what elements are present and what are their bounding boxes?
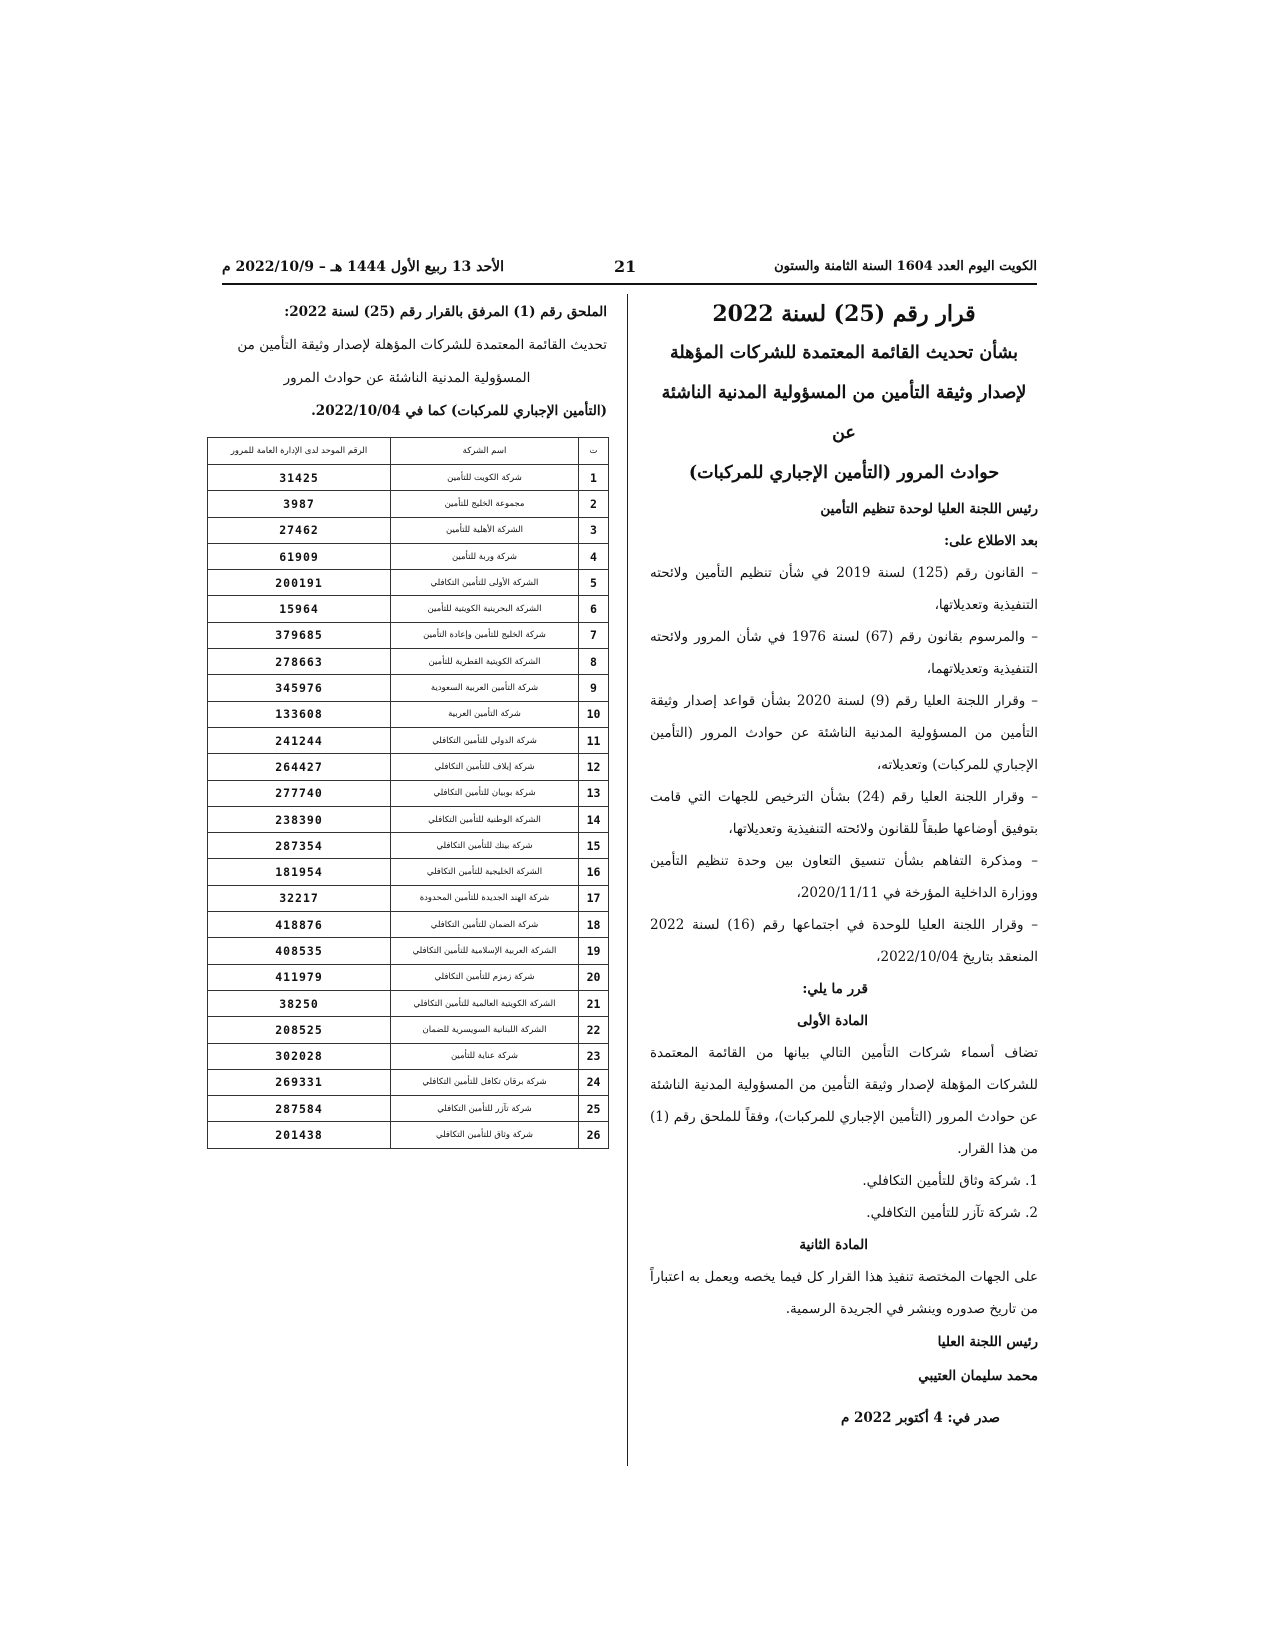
company-name: شركة بوبيان للتأمين التكافلي [391, 780, 579, 806]
row-index: 18 [579, 912, 609, 938]
after-review: بعد الاطلاع على: [944, 533, 1038, 549]
row-index: 10 [579, 701, 609, 727]
company-name: شركة عناية للتأمين [391, 1043, 579, 1069]
row-index: 5 [579, 570, 609, 596]
company-name: شركة التأمين العربية السعودية [391, 675, 579, 701]
reg-number: 61909 [208, 543, 391, 569]
table-row [208, 675, 609, 701]
company-name: الشركة الكويتية العالمية للتأمين التكافلي [391, 990, 579, 1016]
company-name: الشركة العربية الإسلامية للتأمين التكافلي [391, 938, 579, 964]
row-index: 16 [579, 859, 609, 885]
company-name: الشركة الأولى للتأمين التكافلي [391, 570, 579, 596]
row-index: 3 [579, 517, 609, 543]
preamble-item: – والمرسوم بقانون رقم (67) لسنة 1976 في شأن المرور ولائحته التنفيذية وتعديلاتهما، [650, 629, 1038, 677]
row-index: 24 [579, 1069, 609, 1095]
table-row [208, 543, 609, 569]
row-index: 23 [579, 1043, 609, 1069]
decision-title: قرار رقم (25) لسنة 2022 [712, 301, 976, 327]
table-row [208, 754, 609, 780]
table-body [208, 465, 609, 1149]
publication-info: الكويت اليوم العدد 1604 السنة الثامنة والستون [774, 259, 1037, 274]
table-row [208, 517, 609, 543]
row-index: 20 [579, 964, 609, 990]
col-header-index: ت [579, 438, 609, 465]
reg-number: 208525 [208, 1017, 391, 1043]
article-1-text: تضاف أسماء شركات التأمين التالي بيانها من القائمة المعتمدة للشركات المؤهلة لإصدار وثيقة التأمين من المسؤولية المدنية الناشئة عن حوادث المرور (التأمين الإجباري للمركبات)، وفقاً للملحق رقم (1) من هذا القرار. [650, 1045, 1038, 1157]
issue-date: الأحد 13 ربيع الأول 1444 هـ – 2022/10/9 م [222, 259, 505, 275]
company-name: الشركة البحرينية الكويتية للتأمين [391, 596, 579, 622]
company-name: شركة زمزم للتأمين التكافلي [391, 964, 579, 990]
table-row [208, 1122, 609, 1148]
company-name: الشركة الخليجية للتأمين التكافلي [391, 859, 579, 885]
row-index: 8 [579, 649, 609, 675]
annex-heading-line: تحديث القائمة المعتمدة للشركات المؤهلة لإصدار وثيقة التأمين من [237, 337, 607, 353]
reg-number: 133608 [208, 701, 391, 727]
row-index: 13 [579, 780, 609, 806]
reg-number: 32217 [208, 885, 391, 911]
table-row [208, 465, 609, 491]
reg-number: 241244 [208, 727, 391, 753]
table-row [208, 491, 609, 517]
row-index: 11 [579, 727, 609, 753]
company-name: شركة الكويت للتأمين [391, 465, 579, 491]
article-2-text: على الجهات المختصة تنفيذ هذا القرار كل فيما يخصه ويعمل به اعتباراً من تاريخ صدوره وينشر في الجريدة الرسمية. [650, 1269, 1038, 1317]
table-row [208, 938, 609, 964]
reg-number: 408535 [208, 938, 391, 964]
signatory-name: محمد سليمان العتيبي [918, 1368, 1038, 1384]
table-row [208, 990, 609, 1016]
row-index: 17 [579, 885, 609, 911]
reg-number: 15964 [208, 596, 391, 622]
header-rule [222, 283, 1037, 285]
annex-heading: الملحق رقم (1) المرفق بالقرار رقم (25) لسنة 2022: [284, 304, 607, 320]
row-index: 9 [579, 675, 609, 701]
company-name: شركة الضمان للتأمين التكافلي [391, 912, 579, 938]
company-name: شركة وربة للتأمين [391, 543, 579, 569]
company-name: شركة الخليج للتأمين وإعادة التأمين [391, 622, 579, 648]
company-name: شركة الدولي للتأمين التكافلي [391, 727, 579, 753]
company-name: شركة وثاق للتأمين التكافلي [391, 1122, 579, 1148]
reg-number: 287354 [208, 833, 391, 859]
reg-number: 277740 [208, 780, 391, 806]
table-row [208, 570, 609, 596]
signatory-title: رئيس اللجنة العليا [937, 1334, 1038, 1350]
reg-number: 27462 [208, 517, 391, 543]
row-index: 2 [579, 491, 609, 517]
row-index: 1 [579, 465, 609, 491]
table-row [208, 1017, 609, 1043]
company-name: الشركة اللبنانية السويسرية للضمان [391, 1017, 579, 1043]
reg-number: 269331 [208, 1069, 391, 1095]
reg-number: 264427 [208, 754, 391, 780]
reg-number: 411979 [208, 964, 391, 990]
reg-number: 287584 [208, 1096, 391, 1122]
company-name: شركة التأمين العربية [391, 701, 579, 727]
row-index: 6 [579, 596, 609, 622]
row-index: 25 [579, 1096, 609, 1122]
table-row [208, 701, 609, 727]
row-index: 26 [579, 1122, 609, 1148]
preamble-item: – وقرار اللجنة العليا رقم (24) بشأن الترخيص للجهات التي قامت بتوفيق أوضاعها طبقاً للقانون ولائحته التنفيذية وتعديلاتها، [650, 789, 1038, 837]
page-header [222, 253, 1037, 283]
table-row [208, 1096, 609, 1122]
col-header-reg-number: الرقم الموحد لدى الإدارة العامة للمرور [208, 438, 391, 465]
company-name: شركة تآزر للتأمين التكافلي [391, 1096, 579, 1122]
article-1-item: 2. شركة تآزر للتأمين التكافلي. [866, 1205, 1038, 1221]
table-row [208, 649, 609, 675]
reg-number: 418876 [208, 912, 391, 938]
col-header-company: اسم الشركة [391, 438, 579, 465]
decision-subject-line: حوادث المرور (التأمين الإجباري للمركبات) [688, 463, 1000, 483]
companies-table [207, 437, 609, 1149]
decision-subject-line: لإصدار وثيقة التأمين من المسؤولية المدنية الناشئة عن [661, 383, 1027, 443]
table-row [208, 964, 609, 990]
reg-number: 181954 [208, 859, 391, 885]
reg-number: 200191 [208, 570, 391, 596]
table-row [208, 622, 609, 648]
table-row [208, 859, 609, 885]
table-row [208, 885, 609, 911]
table-row [208, 596, 609, 622]
row-index: 4 [579, 543, 609, 569]
company-name: شركة برقان تكافل للتأمين التكافلي [391, 1069, 579, 1095]
company-name: شركة الهند الجديدة للتأمين المحدودة [391, 885, 579, 911]
company-name: الشركة الكويتية القطرية للتأمين [391, 649, 579, 675]
reg-number: 379685 [208, 622, 391, 648]
article-2-title: المادة الثانية [799, 1237, 868, 1253]
row-index: 7 [579, 622, 609, 648]
table-row [208, 780, 609, 806]
table-row [208, 727, 609, 753]
annex-heading-line: (التأمين الإجباري للمركبات) كما في 2022/10/04. [311, 403, 607, 419]
article-1-item: 1. شركة وثاق للتأمين التكافلي. [862, 1173, 1038, 1189]
reg-number: 345976 [208, 675, 391, 701]
decision-subject-line: بشأن تحديث القائمة المعتمدة للشركات المؤهلة [669, 343, 1019, 363]
reg-number: 38250 [208, 990, 391, 1016]
column-divider [627, 294, 628, 1466]
row-index: 14 [579, 806, 609, 832]
table-header-row [208, 438, 609, 465]
reg-number: 3987 [208, 491, 391, 517]
row-index: 19 [579, 938, 609, 964]
table-row [208, 1043, 609, 1069]
decided-label: قرر ما يلي: [802, 981, 868, 997]
table-row [208, 912, 609, 938]
company-name: الشركة الأهلية للتأمين [391, 517, 579, 543]
preamble-item: – ومذكرة التفاهم بشأن تنسيق التعاون بين وحدة تنظيم التأمين ووزارة الداخلية المؤرخة في 2020/11/11، [650, 853, 1038, 901]
reg-number: 238390 [208, 806, 391, 832]
reg-number: 201438 [208, 1122, 391, 1148]
issue-date-line: صدر في: 4 أكتوبر 2022 م [840, 1410, 1000, 1426]
reg-number: 302028 [208, 1043, 391, 1069]
row-index: 22 [579, 1017, 609, 1043]
article-1-title: المادة الأولى [797, 1013, 868, 1029]
row-index: 15 [579, 833, 609, 859]
company-name: مجموعة الخليج للتأمين [391, 491, 579, 517]
company-name: شركة إيلاف للتأمين التكافلي [391, 754, 579, 780]
company-name: شركة بيتك للتأمين التكافلي [391, 833, 579, 859]
preamble-item: – القانون رقم (125) لسنة 2019 في شأن تنظيم التأمين ولائحته التنفيذية وتعديلاتها، [650, 565, 1038, 613]
annex-column [207, 296, 607, 428]
annex-heading-line: المسؤولية المدنية الناشئة عن حوادث المرور [283, 370, 531, 386]
preamble-item: – وقرار اللجنة العليا رقم (9) لسنة 2020 بشأن قواعد إصدار وثيقة التأمين من المسؤولية المدنية الناشئة عن حوادث المرور (التأمين الإجباري للمركبات) وتعديلاته، [650, 693, 1038, 773]
page-number: 21 [614, 257, 637, 276]
decision-issuer: رئيس اللجنة العليا لوحدة تنظيم التأمين [820, 501, 1038, 517]
company-name: الشركة الوطنية للتأمين التكافلي [391, 806, 579, 832]
table-row [208, 1069, 609, 1095]
preamble-item: – وقرار اللجنة العليا للوحدة في اجتماعها رقم (16) لسنة 2022 المنعقد بتاريخ 2022/10/04، [650, 917, 1038, 965]
row-index: 12 [579, 754, 609, 780]
reg-number: 31425 [208, 465, 391, 491]
decision-column [650, 296, 1038, 1449]
table-row [208, 833, 609, 859]
reg-number: 278663 [208, 649, 391, 675]
row-index: 21 [579, 990, 609, 1016]
table-row [208, 806, 609, 832]
